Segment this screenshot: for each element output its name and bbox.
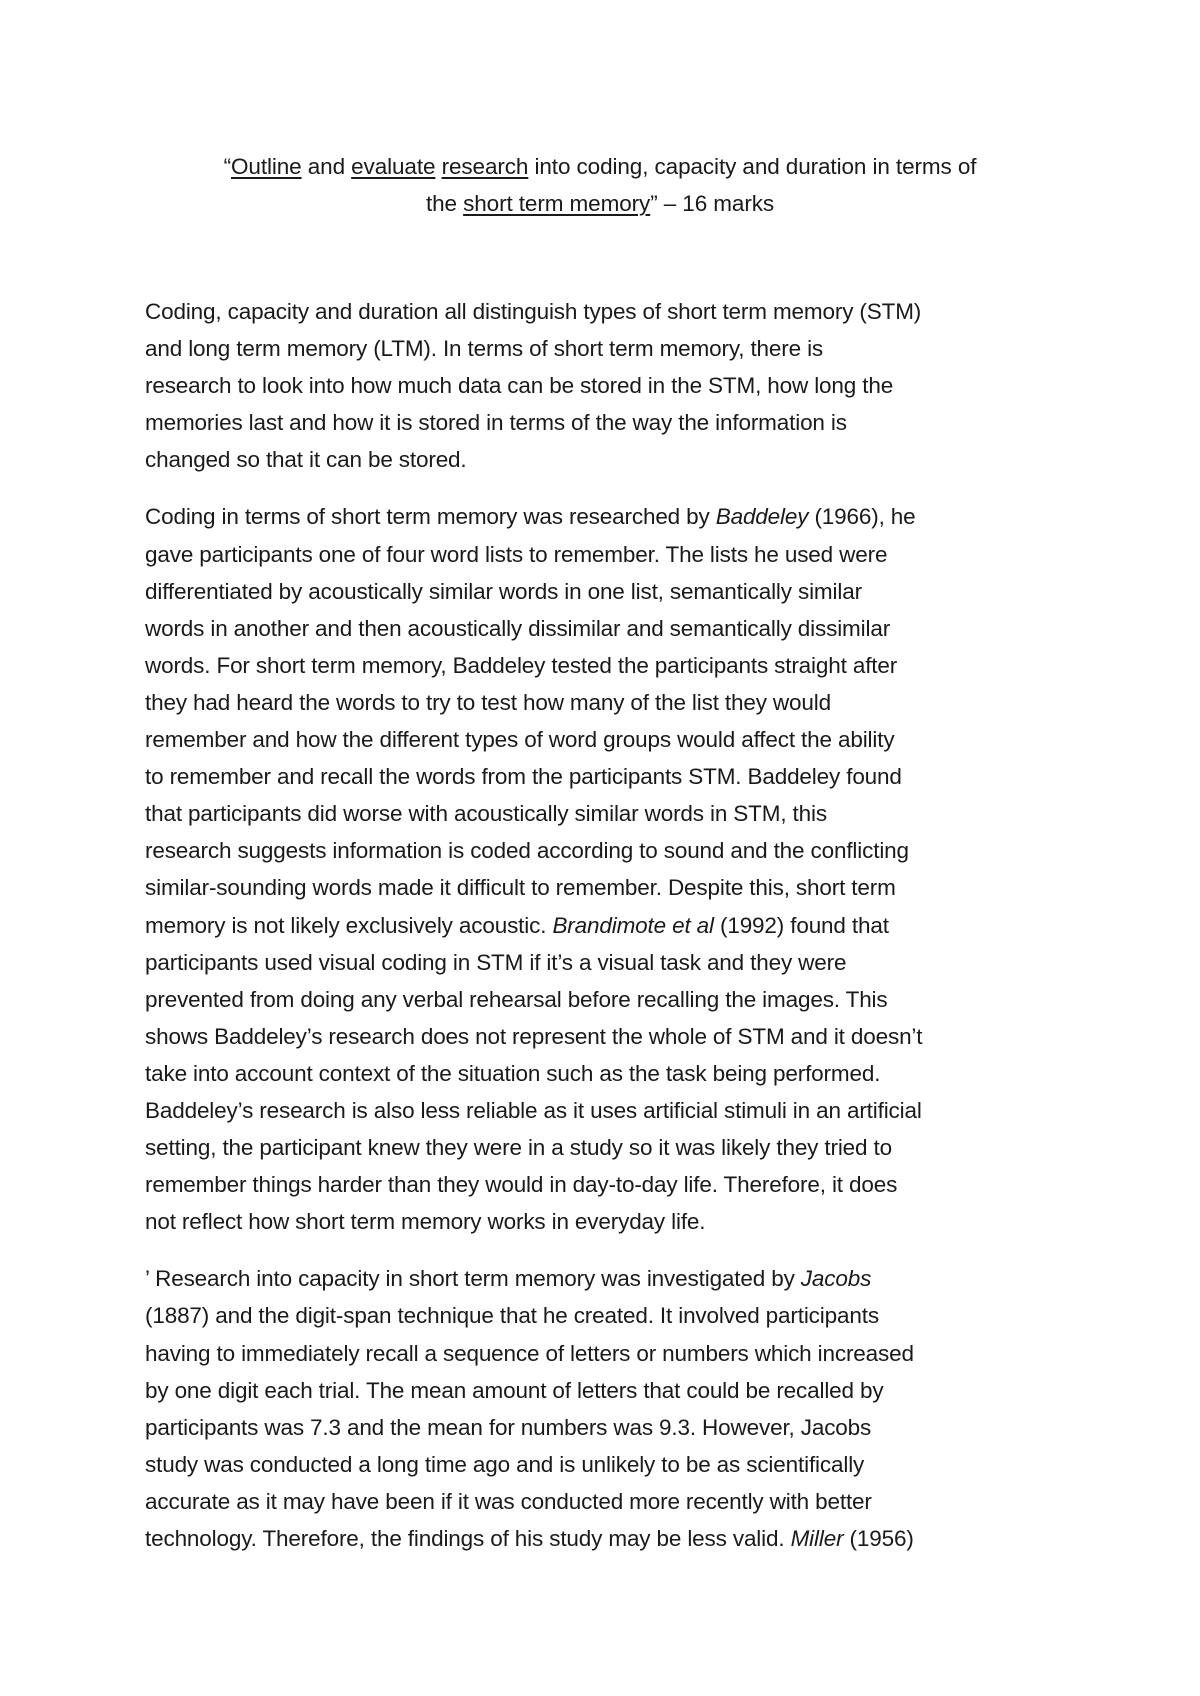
text-line: and long term memory (LTM). In terms of short term memory, there is [145,336,824,362]
title-word-evaluate: evaluate [351,154,436,179]
text-line: they had heard the words to try to test how many of the list they would [145,689,831,715]
text-run: (1992) found that [713,912,889,938]
citation-jacobs: Jacobs [800,1266,872,1292]
text-line [145,907,1065,944]
text-line: words. For short term memory, Baddeley tested the participants straight after [145,652,898,678]
text-line: research to look into how much data can be stored in the STM, how long the [145,373,894,399]
essay-body [145,293,1065,1577]
text-line: setting, the participant knew they were in a study so it was likely they tried to [145,1135,892,1161]
citation-baddeley: Baddeley [715,504,809,530]
text-line: changed so that it can be stored. [145,447,467,473]
text-line: remember things harder than they would in day-to-day life. Therefore, it does [145,1172,898,1198]
citation-brandimote: Brandimote et al [552,912,714,938]
text-run: Coding in terms of short term memory was researched by [145,504,716,530]
text-line: to remember and recall the words from the participants STM. Baddeley found [145,764,902,790]
title-open-quote: “ [223,154,231,179]
text-line: differentiated by acoustically similar words in one list, semantically similar [145,578,862,604]
text-line [145,1260,1065,1297]
text-line: remember and how the different types of word groups would affect the ability [145,727,895,753]
text-line [145,1520,1065,1557]
text-line: that participants did worse with acoustically similar words in STM, this [145,801,827,827]
title-text-the: the [425,191,464,216]
text-run: technology. Therefore, the findings of his study may be less valid. [145,1526,791,1551]
paragraph-capacity [145,1260,1065,1557]
title-text-marks: ” – 16 marks [650,191,775,216]
text-line: Baddeley’s research is also less reliable as it uses artificial stimuli in an artificial [145,1097,922,1123]
title-text-rest: into coding, capacity and duration in terms of [528,154,977,179]
title-word-research: research [441,154,529,179]
text-line: words in another and then acoustically dissimilar and semantically dissimilar [145,615,891,641]
text-run: (1966), he [808,504,916,530]
text-line: prevented from doing any verbal rehearsal before recalling the images. This [145,986,888,1012]
text-line: participants used visual coding in STM if it’s a visual task and they were [145,949,847,975]
text-line: (1887) and the digit-span technique that he created. It involved participants [145,1303,879,1329]
text-line: by one digit each trial. The mean amount of letters that could be recalled by [145,1377,884,1403]
text-line: research suggests information is coded according to sound and the conflicting [145,838,909,864]
text-line: having to immediately recall a sequence of letters or numbers which increased [145,1340,914,1366]
text-line: take into account context of the situation such as the task being performed. [145,1060,881,1086]
text-run: memory is not likely exclusively acoustic. [145,912,553,938]
citation-miller: Miller [790,1526,844,1551]
text-line: accurate as it may have been if it was conducted more recently with better [145,1488,872,1514]
text-line: participants was 7.3 and the mean for numbers was 9.3. However, Jacobs [145,1414,872,1440]
paragraph-coding [145,498,1065,1240]
text-line: gave participants one of four word lists to remember. The lists he used were [145,541,888,567]
text-line: Coding, capacity and duration all distinguish types of short term memory (STM) [145,299,922,324]
paragraph-intro [145,293,1065,478]
text-line: memories last and how it is stored in terms of the way the information is [145,410,847,436]
text-line [145,498,1065,535]
title-word-short-term-memory: short term memory [463,191,651,216]
text-line: similar-sounding words made it difficult to remember. Despite this, short term [145,875,896,901]
text-run: ’ Research into capacity in short term memory was investigated by [145,1266,801,1292]
essay-question-title [130,148,1070,222]
text-line: shows Baddeley’s research does not represent the whole of STM and it doesn’t [145,1023,923,1049]
title-text-and: and [301,154,352,179]
text-run: (1956) [843,1526,914,1551]
title-word-outline: Outline [231,154,302,179]
text-line: not reflect how short term memory works in everyday life. [145,1209,706,1235]
text-line: study was conducted a long time ago and is unlikely to be as scientifically [145,1451,865,1477]
